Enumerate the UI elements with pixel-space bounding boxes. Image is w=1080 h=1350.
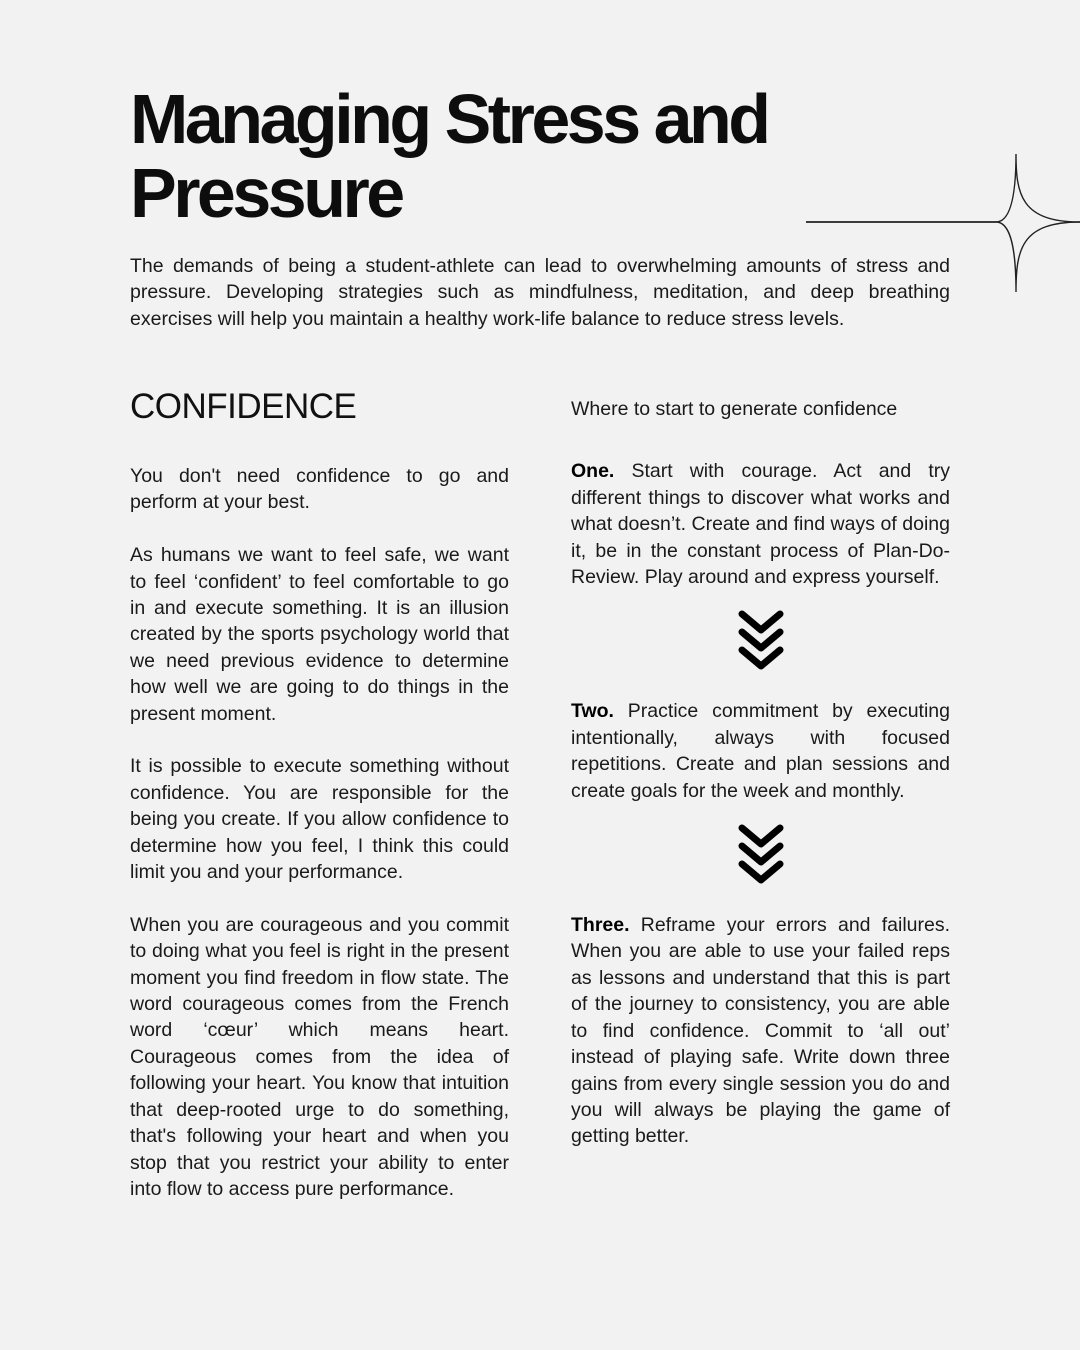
step-text: Start with courage. Act and try different things to discover what works and what doesn’t. Create and find ways of doing it, be in the constant process of Plan-Do-Review. Play around and express yourself.	[571, 460, 950, 589]
intro-paragraph: The demands of being a student-athlete can lead to overwhelming amounts of stress and pressure. Developing strategies such as mindfulness, meditation, and deep breathing exercises will help you maintain a healthy work-life balance to reduce stress levels.	[130, 255, 950, 330]
step-text: Practice commitment by executing intentionally, always with focused repetitions. Create and plan sessions and create goals for the week and monthly.	[571, 700, 950, 802]
page-title: Managing Stress and Pressure	[130, 80, 768, 232]
step-label: One.	[571, 460, 615, 483]
confidence-paragraph: When you are courageous and you commit to doing what you feel is right in the present moment you find freedom in flow state. The word courageous comes from the French word ‘cœur’ which means heart. Courageous comes from the idea of following your heart. You know that intuition that deep-rooted urge to do something, that's following your heart and when you stop that you restrict your ability to enter into flow to access pure performance.	[130, 913, 509, 1200]
steps-subheading: Where to start to generate confidence	[571, 398, 898, 420]
section-heading-confidence: CONFIDENCE	[130, 387, 357, 426]
confidence-paragraph: It is possible to execute something without confidence. You are responsible for the being you create. If you allow confidence to determine how you feel, I think this could limit you and your performance.	[130, 755, 509, 884]
step-text: Reframe your errors and failures. When you are able to use your failed reps as lessons and understand that this is part of the journey to consistency, you are able to find confidence. Commit to ‘all out’ instead of playing safe. Write down three gains from every single session you do and you will always be playing the game of getting better.	[571, 914, 950, 1148]
step-two	[571, 698, 950, 804]
confidence-column	[130, 386, 509, 1229]
triple-chevron-down-icon	[736, 608, 786, 674]
step-one	[571, 458, 950, 590]
step-label: Two.	[571, 700, 614, 723]
steps-column	[571, 386, 950, 1150]
confidence-paragraph: You don't need confidence to go and perform at your best.	[130, 465, 509, 514]
step-label: Three.	[571, 914, 630, 937]
confidence-paragraph: As humans we want to feel safe, we want to feel ‘confident’ to feel comfortable to go in and execute something. It is an illusion created by the sports psychology world that we need previous evidence to determine how well we are going to do things in the present moment.	[130, 544, 509, 725]
step-three	[571, 912, 950, 1150]
triple-chevron-down-icon	[736, 822, 786, 888]
